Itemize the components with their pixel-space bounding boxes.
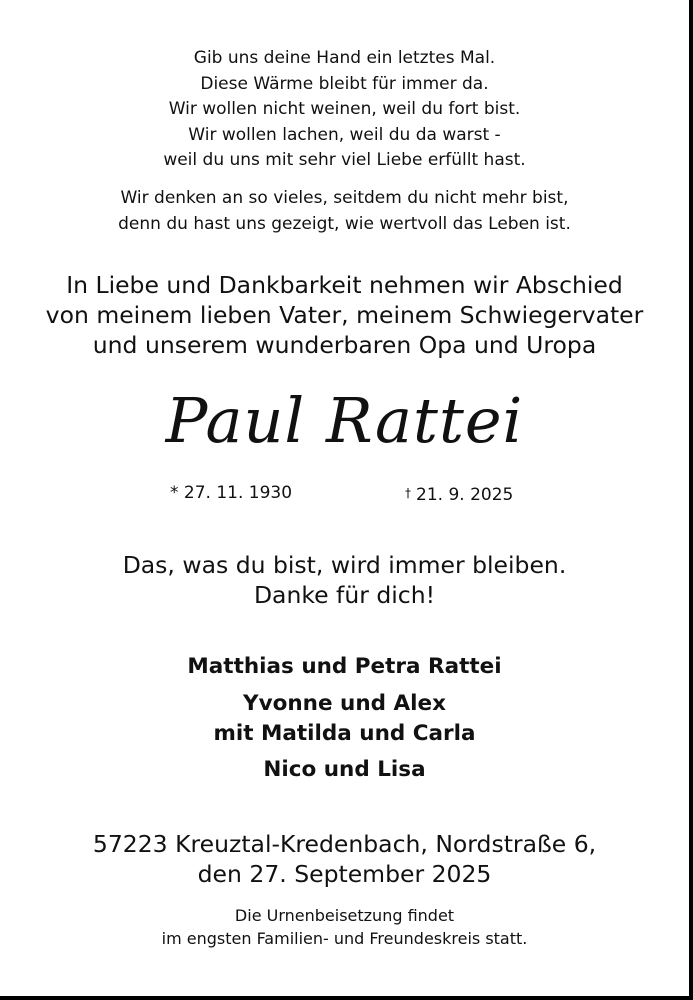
intro-line: In Liebe und Dankbarkeit nehmen wir Abschied <box>66 271 623 299</box>
poem-line: weil du uns mit sehr viel Liebe erfüllt hast. <box>163 150 526 171</box>
intro-line: und unserem wunderbaren Opa und Uropa <box>92 331 597 359</box>
burial-notice <box>0 904 689 950</box>
poem-line: Diese Wärme bleibt für immer da. <box>200 73 489 94</box>
poem-verse-2 <box>0 186 689 237</box>
notice-line: Die Urnenbeisetzung findet <box>234 906 455 925</box>
poem-line: Wir wollen lachen, weil du da warst - <box>188 124 501 145</box>
poem-line: Gib uns deine Hand ein letztes Mal. <box>193 48 496 68</box>
mourner-line: Nico und Lisa <box>263 757 426 782</box>
mourner-line: mit Matilda und Carla <box>213 721 476 746</box>
poem-line: denn du hast uns gezeigt, wie wertvoll das Leben ist. <box>118 213 571 234</box>
address-block <box>0 829 689 889</box>
mourner-group <box>0 689 689 749</box>
death-date: 21. 9. 2025 <box>416 485 514 505</box>
address-line: 57223 Kreuztal-Kredenbach, Nordstraße 6, <box>92 830 597 858</box>
poem-line: Wir denken an so vieles, seitdem du nicht mehr bist, <box>120 188 569 208</box>
death-date-block <box>405 481 513 507</box>
quote-line: Das, was du bist, wird immer bleiben. <box>122 551 567 579</box>
mourner-line: Matthias und Petra Rattei <box>187 654 502 679</box>
deceased-name: Paul Rattei <box>165 384 524 457</box>
birth-date: * 27. 11. 1930 <box>170 483 293 503</box>
mourner-line: Yvonne und Alex <box>243 691 446 716</box>
intro-line: von meinem lieben Vater, meinem Schwiegervater <box>45 301 644 329</box>
memorial-quote <box>0 551 689 610</box>
address-date: den 27. September 2025 <box>197 860 492 888</box>
poem-line: Wir wollen nicht weinen, weil du fort bist. <box>168 99 521 120</box>
quote-line: Danke für dich! <box>253 580 436 609</box>
notice-line: im engsten Familien- und Freundeskreis statt. <box>161 929 528 948</box>
farewell-intro <box>0 270 689 360</box>
poem-verse-1 <box>0 46 689 174</box>
cross-icon: † <box>405 486 411 500</box>
